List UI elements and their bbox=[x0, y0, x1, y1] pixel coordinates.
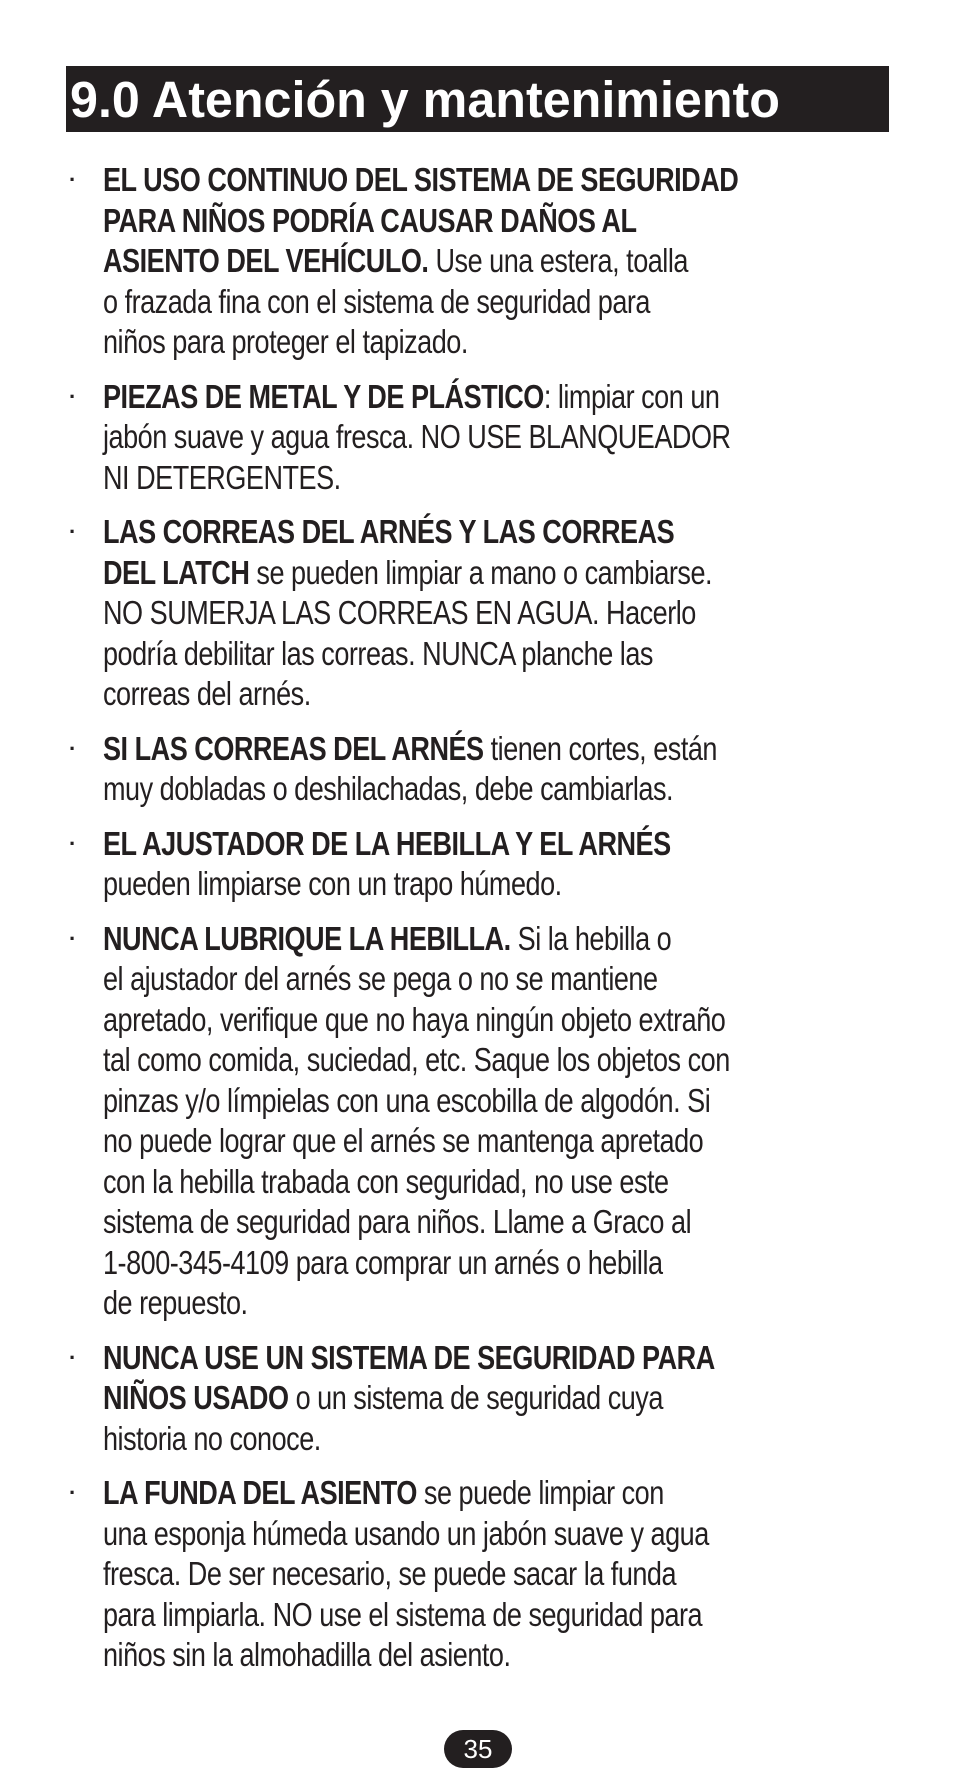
bullet-icon: · bbox=[69, 1344, 76, 1370]
list-item bbox=[66, 919, 906, 1324]
list-item-lead: SI LAS CORREAS DEL ARNÉS bbox=[103, 729, 484, 767]
list-item-text bbox=[103, 729, 907, 810]
list-item bbox=[66, 1338, 906, 1460]
list-item-text bbox=[103, 919, 907, 1324]
bullet-icon: · bbox=[69, 830, 76, 856]
list-item-body: : limpiar con un jabón suave y agua fresca. NO USE BLANQUEADOR NI DETERGENTES. bbox=[103, 377, 731, 496]
maintenance-list bbox=[66, 160, 906, 1690]
list-item-text bbox=[103, 1473, 907, 1676]
page-number-badge bbox=[444, 1730, 512, 1768]
list-item-body: se pueden limpiar a mano o cambiarse. NO SUMERJA LAS CORREAS EN AGUA. Hacerlo podría debilitar las correas. NUNCA planche las correas del arnés. bbox=[103, 553, 713, 712]
list-item-body: pueden limpiarse con un trapo húmedo. bbox=[103, 865, 562, 902]
list-item-text bbox=[103, 377, 907, 499]
list-item bbox=[66, 729, 906, 810]
list-item-lead: EL AJUSTADOR DE LA HEBILLA Y EL ARNÉS bbox=[103, 824, 671, 862]
list-item-body: tienen cortes, están muy dobladas o deshilachadas, debe cambiarlas. bbox=[103, 729, 717, 807]
list-item bbox=[66, 824, 906, 905]
list-item bbox=[66, 160, 906, 363]
list-item-body: o un sistema de seguridad cuya historia no conoce. bbox=[103, 1379, 663, 1457]
bullet-icon: · bbox=[69, 383, 76, 409]
bullet-icon: · bbox=[69, 735, 76, 761]
list-item-lead: NUNCA LUBRIQUE LA HEBILLA. bbox=[103, 919, 511, 957]
bullet-icon: · bbox=[69, 1480, 76, 1505]
list-item-text bbox=[103, 824, 907, 905]
list-item bbox=[66, 512, 906, 715]
section-header bbox=[66, 66, 889, 132]
list-item-text bbox=[103, 512, 907, 715]
bullet-icon: · bbox=[69, 925, 76, 951]
bullet-icon: · bbox=[69, 167, 76, 192]
list-item-lead: LA FUNDA DEL ASIENTO bbox=[103, 1474, 417, 1511]
list-item-text bbox=[103, 160, 907, 363]
list-item-body: Si la hebilla o el ajustador del arnés se pega o no se mantiene apretado, verifique que no haya ningún objeto extraño tal como comida, suciedad, etc. Saque los objetos con pinzas y/o límpielas con una escobilla de algodón. Si no puede lograr que el arnés se mantenga apretado con la hebilla trabada con seguridad, no use este sistema de seguridad para niños. Llame a Graco al 1-800-345-4109 para comprar un arnés o hebilla de repuesto. bbox=[103, 919, 730, 1321]
page-number: 35 bbox=[463, 1733, 493, 1764]
bullet-icon: · bbox=[69, 519, 76, 544]
list-item-text bbox=[103, 1338, 907, 1460]
list-item-lead: NUNCA USE UN SISTEMA DE SEGURIDAD PARA NIÑOS USADO bbox=[103, 1338, 715, 1416]
page-title: 9.0 Atención y mantenimiento bbox=[70, 70, 780, 128]
list-item-body: Use una estera, toalla o frazada fina con el sistema de seguridad para niños para proteger el tapizado. bbox=[103, 242, 688, 360]
list-item-lead: LAS CORREAS DEL ARNÉS Y LAS CORREAS DEL LATCH bbox=[103, 513, 675, 591]
list-item bbox=[66, 377, 906, 499]
list-item-lead: PIEZAS DE METAL Y DE PLÁSTICO bbox=[103, 377, 544, 415]
list-item bbox=[66, 1473, 906, 1676]
list-item-body: se puede limpiar con una esponja húmeda usando un jabón suave y agua fresca. De ser necesario, se puede sacar la funda para limpiarla. NO use el sistema de seguridad para niños sin la almohadilla del asiento. bbox=[103, 1474, 709, 1673]
list-item-lead: EL USO CONTINUO DEL SISTEMA DE SEGURIDAD PARA NIÑOS PODRÍA CAUSAR DAÑOS AL ASIENTO DEL VEHÍCULO. bbox=[103, 161, 739, 279]
